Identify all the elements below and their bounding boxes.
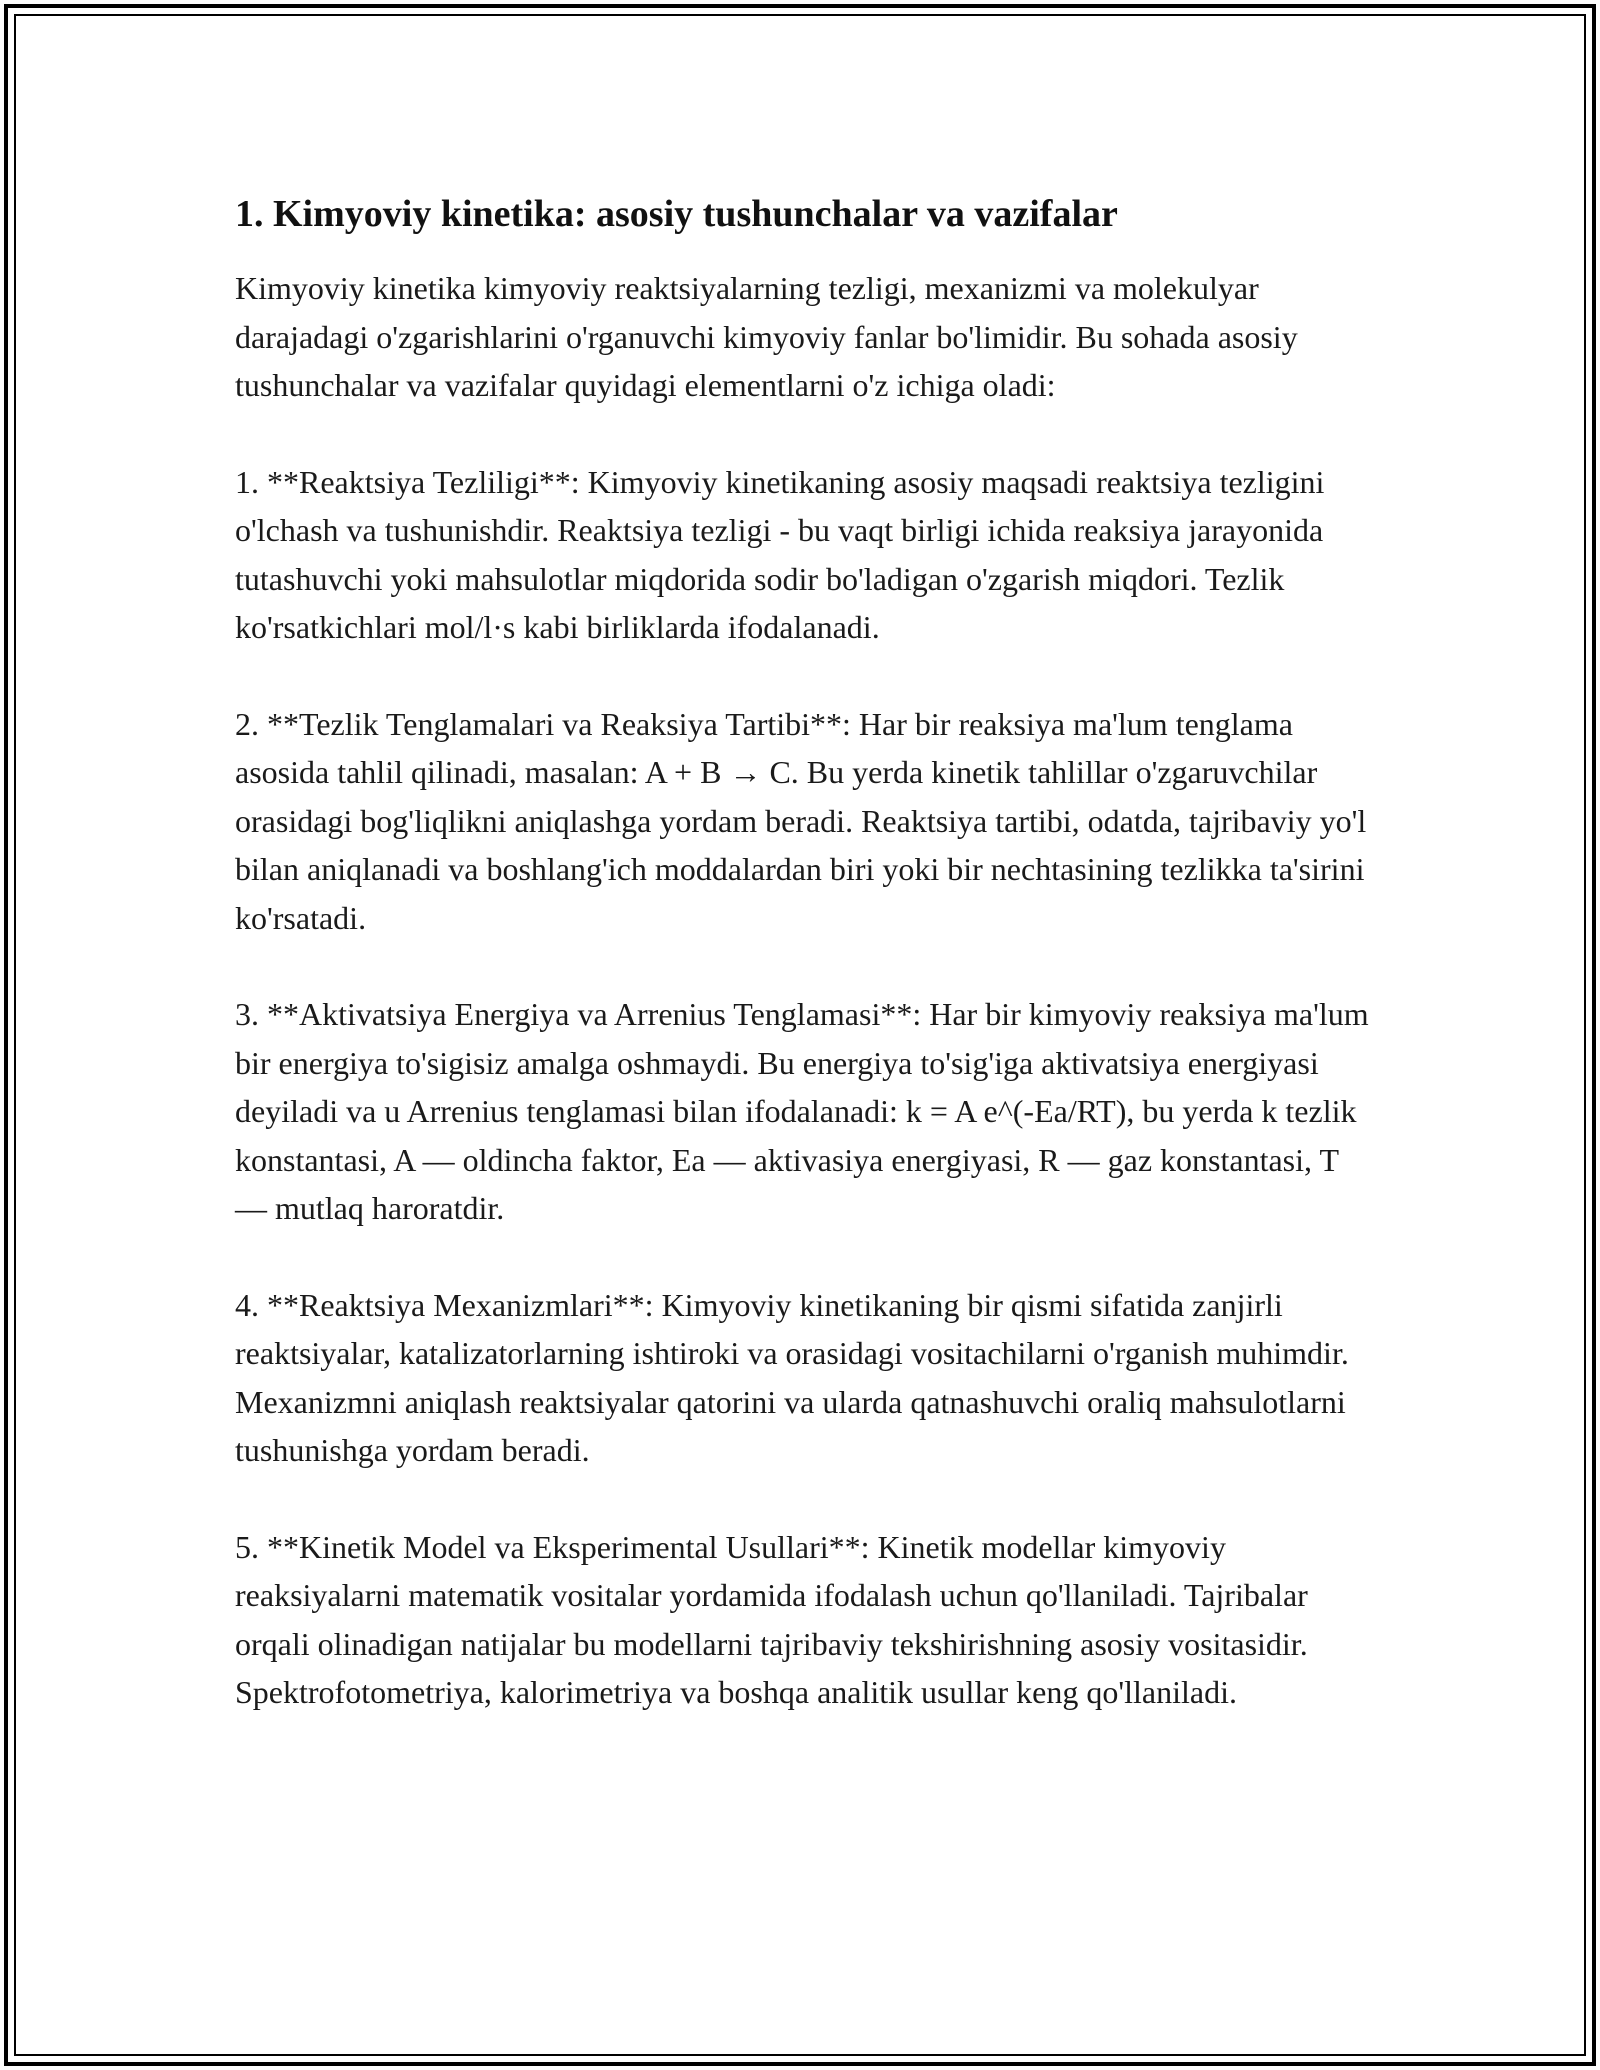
section-heading: 1. Kimyoviy kinetika: asosiy tushunchalar va vazifalar	[235, 193, 1118, 235]
list-item-kinetic-models: 5. **Kinetik Model va Eksperimental Usullari**: Kinetik modellar kimyoviy reaksiyalarni matematik vositalar yordamida ifodalash uchun qo'llaniladi. Tajribalar orqali olinadigan natijalar bu modellarni tajribaviy tekshirishning asosiy vositasidir. Spektrofotometriya, kalorimetriya va boshqa analitik usullar keng qo'llaniladi.	[235, 1528, 1308, 1710]
list-item-rate-equations: 2. **Tezlik Tenglamalari va Reaksiya Tartibi**: Har bir reaksiya ma'lum tenglama asosida tahlil qilinadi, masalan: A + B → C. Bu yerda kinetik tahlillar o'zgaruvchilar orasidagi bog'liqlikni aniqlashga yordam beradi. Reaktsiya tartibi, odatda, tajribaviy yo'l bilan aniqlanadi va boshlang'ich moddalardan biri yoki bir nechtasining tezlikka ta'sirini ko'rsatadi.	[235, 705, 1367, 936]
document-body	[235, 186, 1375, 1765]
intro-paragraph: Kimyoviy kinetika kimyoviy reaktsiyalarning tezligi, mexanizmi va molekulyar darajadagi o'zgarishlarini o'rganuvchi kimyoviy fanlar bo'limidir. Bu sohada asosiy tushunchalar va vazifalar quyidagi elementlarni o'z ichiga oladi:	[235, 270, 1298, 403]
list-item-reaction-mechanisms: 4. **Reaktsiya Mexanizmlari**: Kimyoviy kinetikaning bir qismi sifatida zanjirli reaktsiyalar, katalizatorlarning ishtiroki va orasidagi vositachilarni o'rganish muhimdir. Mexanizmni aniqlash reaktsiyalar qatorini va ularda qatnashuvchi oraliq mahsulotlarni tushunishga yordam beradi.	[235, 1286, 1349, 1468]
list-item-activation-energy: 3. **Aktivatsiya Energiya va Arrenius Tenglamasi**: Har bir kimyoviy reaksiya ma'lum bir energiya to'sigisiz amalga oshmaydi. Bu energiya to'sig'iga aktivatsiya energiyasi deyiladi va u Arrenius tenglamasi bilan ifodalanadi: k = A e^(-Ea/RT), bu yerda k tezlik konstantasi, A — oldincha faktor, Ea — aktivasiya energiyasi, R — gaz konstantasi, T — mutlaq haroratdir.	[235, 996, 1369, 1226]
list-item-reaction-rate: 1. **Reaktsiya Tezliligi**: Kimyoviy kinetikaning asosiy maqsadi reaktsiya tezligini o'lchash va tushunishdir. Reaktsiya tezligi - bu vaqt birligi ichida reaksiya jarayonida tutashuvchi yoki mahsulotlar miqdorida sodir bo'ladigan o'zgarish miqdori. Tezlik ko'rsatkichlari mol/l·s kabi birliklarda ifodalanadi.	[235, 463, 1325, 645]
